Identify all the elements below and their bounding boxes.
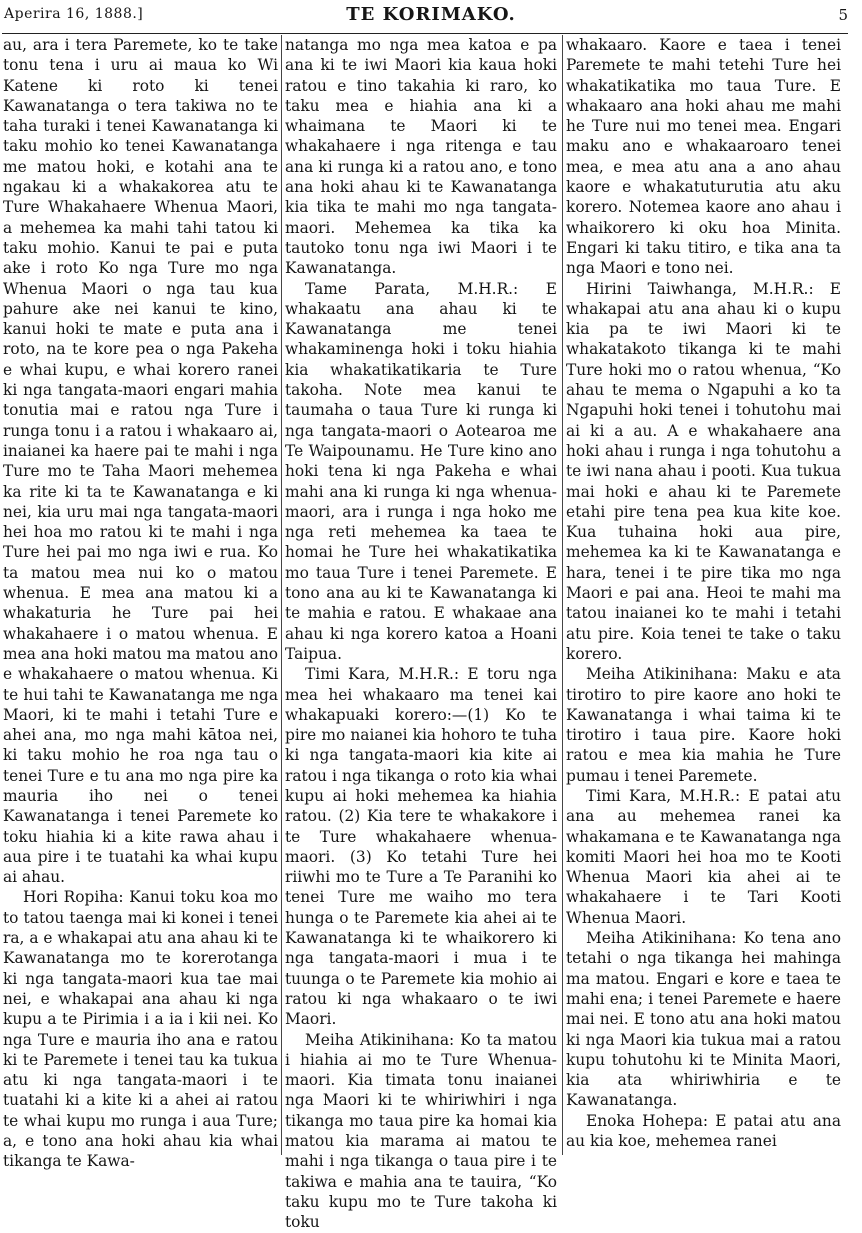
paragraph: Meiha Atikinihana: Ko ta matou i hiahia ai mo te Ture Whenua-maori. Kia timata tonu inaianei nga Maori ki te whiriwhiri i nga tikanga mo taua pire ka homai kia matou kia marama ai matou te mahi i nga tikanga o taua pire i te takiwa e mahia ana te tauira, “Ko taku kupu mo te Ture takoha ki toku	[285, 1030, 557, 1232]
column-divider	[562, 35, 563, 1155]
paragraph: Meiha Atikinihana: Ko tena ano tetahi o nga tikanga hei mahinga ma matou. Engari e kore e taea te mahi ena; i tenei Paremete e haere mai nei. E tono atu ana hoki matou ki nga Maori kia tukua mai a ratou kupu tohutohu ki te Minita Maori, kia ata whiriwhiria e te Kawanatanga.	[566, 929, 841, 1110]
paragraph: whakaaro. Kaore e taea i tenei Paremete te mahi tetehi Ture hei whakatikatika mo taua Ture. E whakaaro ana hoki ahau me mahi he Ture nui mo tenei mea. Engari maku ano e whakaaroaro tenei mea, e mea atu ana a ano ahau kaore e whakatuturutia atu aku korero. Notemea kaore ano ahau i whaikorero ki oku hoa Minita. Engari ki taku titiro, e tika ana ta nga Maori e tono nei.	[566, 36, 841, 278]
newspaper-title: TE KORIMAKO.	[346, 4, 516, 25]
column-1	[3, 35, 278, 1171]
column-2	[285, 35, 557, 1232]
paragraph: Meiha Atikinihana: Maku e ata tirotiro to pire kaore ano hoki te Kawanatanga i whai taima ki te tirotiro i taua pire. Kaore hoki ratou e mea kia mahia he Ture pumau i tenei Paremete.	[566, 665, 841, 785]
paragraph: au, ara i tera Paremete, ko te take tonu tena i uru ai maua ko Wi Katene ki roto ki tenei Kawanatanga o tera takiwa no te taha turaki i tenei Kawanatanga ki taku mohio ko tenei Kawanatanga me matou hoki, e kotahi ana te ngakau ki a whakakorea atu te Ture Whakahaere Whenua Maori, a mehemea ka mahi tahi tatou ki taku mohio. Kanui te pai e puta ake i roto Ko nga Ture mo nga Whenua Maori o nga tau kua pahure ake nei kanui te kino, kanui hoki te mate e puta ana i roto, na te kore pea o nga Pakeha e whai kupu, e whai korero ranei ki nga tangata-maori engari mahia tonutia mai e ratou nga Ture i runga tonu i a ratou i whakaaro ai, inaianei ka haere pai te mahi i nga Ture mo te Taha Maori mehemea ka rite ki ta te Kawanatanga e ki nei, kia uru mai nga tangata-maori hei hoa mo ratou ki te mahi i nga Ture hei pai mo nga iwi e rua. Ko ta matou mea nui ko o matou whenua. E mea ana matou ki a whakaturia he Ture pai hei whakahaere i o matou whenua. E mea ana hoki matou ma matou ano e whakahaere o matou whenua. Ki te hui tahi te Kawanatanga me nga Maori, ki te mahi i tetahi Ture e ahei ana, mo nga mahi kātoa nei, ki taku mohio he roa nga tau o tenei Ture e tu ana mo nga pire ka mauria iho nei o tenei Kawanatanga i tenei Paremete ko toku hiahia ki a kite rawa ahau i aua pire i te tuatahi ka whai kupu ai ahau.	[3, 36, 278, 887]
paragraph: Tame Parata, M.H.R.: E whakaatu ana ahau ki te Kawanatanga me tenei whakaminenga hoki i toku hiahia kia whakatikatikaria te Ture takoha. Note mea kanui te taumaha o taua Ture ki runga ki nga tangata-maori o Aotearoa me Te Waipounamu. He Ture kino ano hoki tena ki nga Pakeha e whai mahi ana ki runga ki nga whenua-maori, ara i runga i nga hoko me nga reti mehemea ka taea te homai he Ture hei whakatikatika mo taua Ture i tenei Paremete. E tono ana au ki te Kawanatanga ki te mahia e ratou. E whakaae ana ahau ki nga korero katoa a Hoani Taipua.	[285, 279, 557, 663]
paragraph: natanga mo nga mea katoa e pa ana ki te iwi Maori kia kaua hoki ratou e tino takahia ki raro, ko taku mea e hiahia ana ki a whaimana te Maori ki te whakahaere i nga ritenga e tau ana ki runga ki a ratou ano, e tono ana hoki ahau ki te Kawanatanga kia tika te mahi mo nga tangata-maori. Mehemea ka tika ka tautoko tonu nga iwi Maori i te Kawanatanga.	[285, 36, 557, 278]
issue-date: Aperira 16, 1888.]	[4, 6, 144, 22]
page-header	[0, 0, 862, 32]
column-3	[566, 35, 841, 1155]
page-number: 5	[838, 6, 848, 24]
paragraph: Hori Ropiha: Kanui toku koa mo to tatou taenga mai ki konei i tenei ra, a e whakapai atu ana ahau ki te Kawanatanga mo te korerotanga ki nga tangata-maori kua tae mai nei, e whakapai ana ahau ki nga kupu a te Pirimia i a ia i kii nei. Ko nga Ture e mauria iho ana e ratou ki te Paremete i tenei tau ka tukua atu ki nga tangata-maori i te tuatahi ki a kite ki a ahei ai ratou te whai kupu mo runga i aua Ture; a, e tono ana hoki ahau kia whai tikanga te Kawa-	[3, 888, 278, 1171]
header-rule	[2, 33, 848, 34]
paragraph: Enoka Hohepa: E patai atu ana au kia koe, mehemea ranei	[566, 1111, 841, 1151]
paragraph: Timi Kara, M.H.R.: E patai atu ana au mehemea ranei ka whakamana e te Kawanatanga nga komiti Maori hei hoa mo te Kooti Whenua Maori kia ahei ai te whakahaere i te Tari Kooti Whenua Maori.	[566, 786, 841, 927]
paragraph: Hirini Taiwhanga, M.H.R.: E whakapai atu ana ahau ki o kupu kia pa te iwi Maori ki te whakatakoto tikanga ki te mahi Ture hoki mo o ratou whenua, “Ko ahau te mema o Ngapuhi a ko ta Ngapuhi hoki tenei i tohutohu mai ai ki a au. A e whakahaere ana hoki ahau i runga i nga tohutohu a te iwi nana ahau i pooti. Kua tukua mai hoki e ahau ki te Paremete etahi pire tena pea kua kite koe. Kua tuhaina hoki aua pire, mehemea ka ki te Kawanatanga e hara, tenei i te pire tika mo nga Maori e pai ana. Heoi te mahi ma tatou inaianei ko te mahi i tetahi atu pire. Koia tenei te take o taku korero.	[566, 279, 841, 663]
column-divider	[281, 35, 282, 1155]
paragraph: Timi Kara, M.H.R.: E toru nga mea hei whakaaro ma tenei kai whakapuaki korero:—(1) Ko te pire mo naianei kia hohoro te tuha ki nga tangata-maori kia kite ai ratou i nga tikanga o roto kia whai kupu ai hoki mehemea ka hiahia ratou. (2) Kia tere te whakakore i te Ture whakahaere whenua-maori. (3) Ko tetahi Ture hei riiwhi mo te Ture a Te Paranihi ko tenei Ture me waiho mo tera hunga o te Paremete kia ahei ai te Kawanatanga ki te whaikorero ki nga tangata-maori i mua i te tuunga o te Paremete kia mohio ai ratou ki nga whakaaro o te iwi Maori.	[285, 665, 557, 1029]
